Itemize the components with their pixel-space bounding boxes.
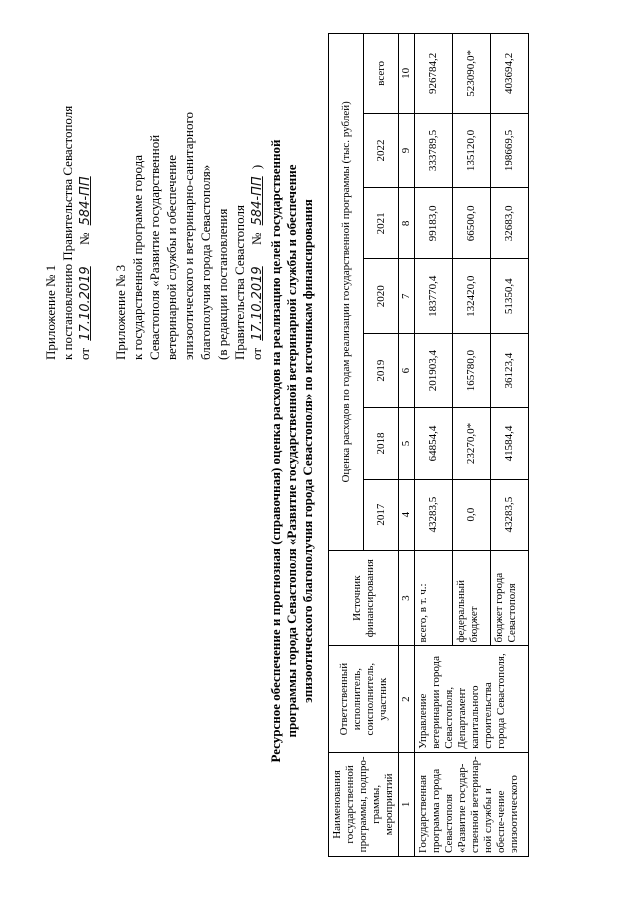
total-cell: 523090,0* <box>453 34 491 114</box>
column-number: 1 <box>399 752 415 856</box>
value-cell: 183770,4 <box>415 259 453 333</box>
title-line: эпизоотического благополучия города Севастополя» по источникам финансирования <box>300 199 315 703</box>
from-label: от <box>249 347 264 360</box>
header-total: всего <box>364 34 399 114</box>
total-cell: 403694,2 <box>491 34 529 114</box>
header-estimate: Оценка расходов по годам реализации государственной программы (тыс. рублей) <box>329 34 364 551</box>
appendix-3-line: эпизоотического и ветеринарно-санитарного <box>181 112 196 360</box>
appendix-3-line: Правительства Севастополя <box>232 205 247 360</box>
appendix-1-block <box>42 60 94 360</box>
value-cell: 66500,0 <box>453 188 491 259</box>
header-year: 2019 <box>364 333 399 407</box>
value-cell: 41584,4 <box>491 408 529 479</box>
document-title <box>268 45 316 857</box>
appendix-3-line: благополучия города Севастополя» <box>198 164 213 360</box>
number-label: № <box>77 232 92 246</box>
appendix-1-title: Приложение № 1 <box>43 264 58 360</box>
value-cell: 36123,4 <box>491 333 529 407</box>
number-label: № <box>249 232 264 246</box>
source-cell: бюджет города Севастополя <box>491 550 529 646</box>
value-cell: 201903,4 <box>415 333 453 407</box>
column-number-row <box>399 34 415 857</box>
value-cell: 165780,0 <box>453 333 491 407</box>
header-year: 2020 <box>364 259 399 333</box>
header-name: Наименования государственной программы, подпро-граммы, мероприятий <box>329 752 399 856</box>
funding-table <box>328 33 529 857</box>
column-number: 2 <box>399 646 415 752</box>
column-number: 6 <box>399 333 415 407</box>
header-year: 2022 <box>364 113 399 187</box>
appendix-3-line: (в редакции постановления <box>215 208 230 360</box>
appendix-3-line: Приложение № 3 <box>113 264 128 360</box>
appendix-3-line: к государственной программе города <box>130 154 145 360</box>
value-cell: 51350,4 <box>491 259 529 333</box>
appendix-3-block <box>112 60 266 360</box>
program-name-cell: Государственная программа города Севастополя «Развитие государ-ственной ветеринар-ной службы и обеспе-чение эпизоотического <box>415 752 529 856</box>
appendix-3-line: ветеринарной службы и обеспечение <box>164 154 179 360</box>
title-line: программы города Севастополя «Развитие государственной ветеринарной службы и обеспечение <box>284 164 299 738</box>
appendix-1-date-line <box>76 60 94 360</box>
handwritten-date: 17.10.2019 <box>78 266 93 341</box>
handwritten-date: 17.10.2019 <box>250 266 265 341</box>
value-cell: 43283,5 <box>491 479 529 550</box>
value-cell: 0,0 <box>453 479 491 550</box>
appendix-3-date-line <box>248 60 266 360</box>
value-cell: 333789,5 <box>415 113 453 187</box>
header-source: Источник финансирования <box>329 550 399 646</box>
column-number: 4 <box>399 479 415 550</box>
value-cell: 32683,0 <box>491 188 529 259</box>
source-cell: всего, в т. ч.: <box>415 550 453 646</box>
from-label: от <box>77 347 92 360</box>
header-executor: Ответственный исполнитель, соисполнитель, участник <box>329 646 399 752</box>
value-cell: 135120,0 <box>453 113 491 187</box>
header-year: 2018 <box>364 408 399 479</box>
total-cell: 926784,2 <box>415 34 453 114</box>
column-number: 9 <box>399 113 415 187</box>
column-number: 3 <box>399 550 415 646</box>
header-year: 2021 <box>364 188 399 259</box>
value-cell: 198669,5 <box>491 113 529 187</box>
value-cell: 23270,0* <box>453 408 491 479</box>
handwritten-number: 584-ПП <box>250 176 265 226</box>
title-line: Ресурсное обеспечение и прогнозная (справочная) оценка расходов на реализацию целей государственной <box>268 139 283 763</box>
handwritten-number: 584-ПП <box>78 176 93 226</box>
header-year: 2017 <box>364 479 399 550</box>
value-cell: 43283,5 <box>415 479 453 550</box>
appendix-1-subtitle: к постановлению Правительства Севастополя <box>60 105 75 360</box>
column-number: 5 <box>399 408 415 479</box>
source-cell: федеральный бюджет <box>453 550 491 646</box>
value-cell: 64854,4 <box>415 408 453 479</box>
appendix-3-line: Севастополя «Развитие государственной <box>147 134 162 360</box>
column-number: 7 <box>399 259 415 333</box>
value-cell: 132420,0 <box>453 259 491 333</box>
table-row <box>415 34 453 857</box>
column-number: 10 <box>399 34 415 114</box>
value-cell: 99183,0 <box>415 188 453 259</box>
executor-cell: Управление ветеринарии города Севастополя, Департамент капитального строительства города Севастополя, <box>415 646 529 752</box>
closing-paren: ) <box>249 164 264 170</box>
column-number: 8 <box>399 188 415 259</box>
